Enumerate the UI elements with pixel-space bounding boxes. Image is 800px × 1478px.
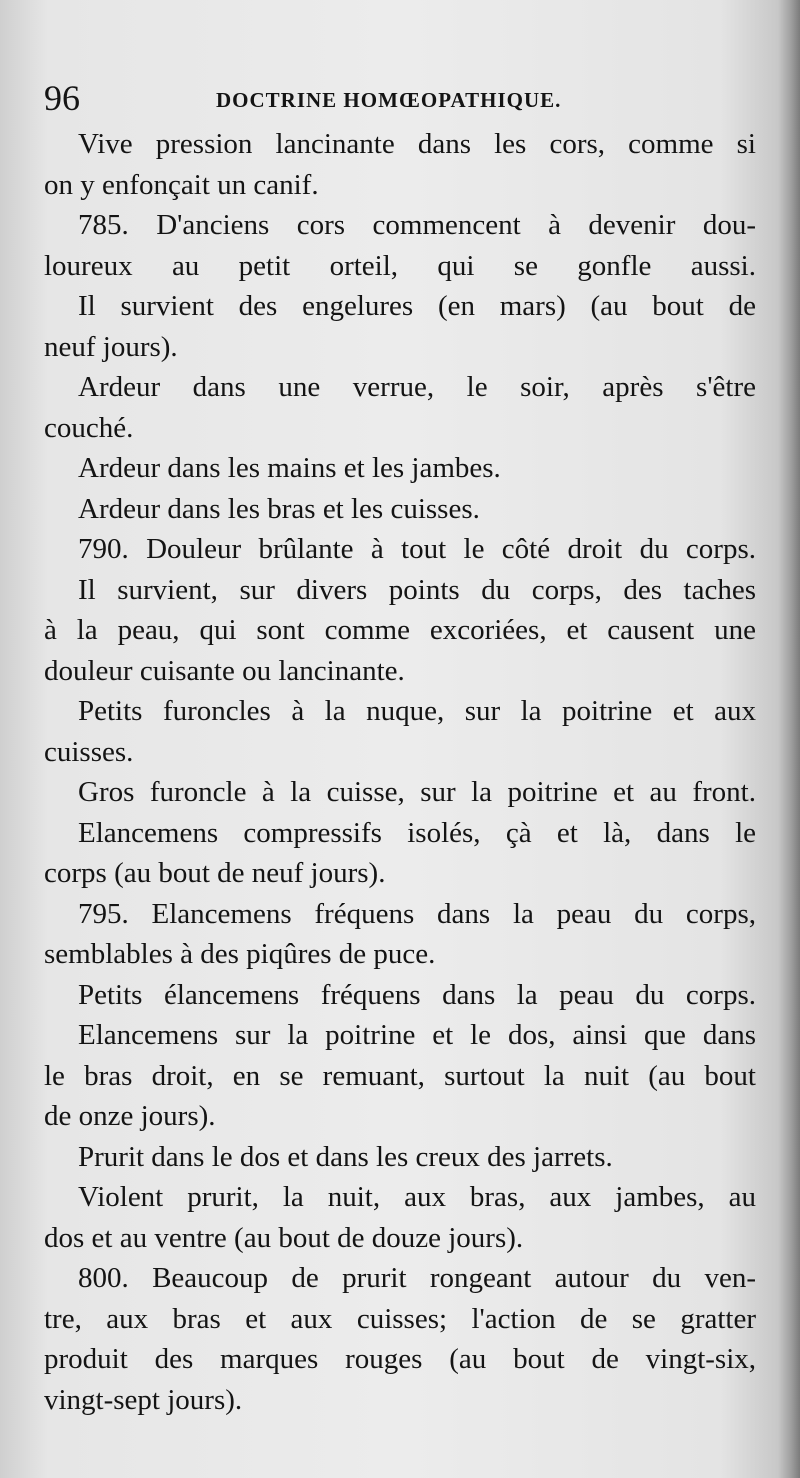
- text-line: le bras droit, en se remuant, surtout la nuit (au bout: [44, 1059, 756, 1092]
- text-line: 795. Elancemens fréquens dans la peau du corps,: [78, 897, 756, 930]
- body-text: [44, 124, 756, 1420]
- text-line: on y enfonçait un canif.: [44, 168, 319, 201]
- text-line: Petits élancemens fréquens dans la peau du corps.: [78, 978, 756, 1011]
- text-line: loureux au petit orteil, qui se gonfle aussi.: [44, 249, 756, 282]
- text-line: douleur cuisante ou lancinante.: [44, 654, 405, 687]
- text-line: produit des marques rouges (au bout de vingt-six,: [44, 1343, 756, 1375]
- text-line: Violent prurit, la nuit, aux bras, aux jambes, au: [78, 1181, 756, 1213]
- text-line: dos et au ventre (au bout de douze jours).: [44, 1221, 524, 1254]
- text-line: couché.: [44, 411, 134, 444]
- text-line: Vive pression lancinante dans les cors, comme si: [78, 128, 756, 160]
- text-line: de onze jours).: [44, 1100, 216, 1132]
- text-line: Ardeur dans les bras et les cuisses.: [78, 492, 480, 525]
- text-line: Elancemens sur la poitrine et le dos, ainsi que dans: [78, 1019, 756, 1051]
- text-line: Gros furoncle à la cuisse, sur la poitrine et au front.: [78, 776, 756, 808]
- text-line: Il survient des engelures (en mars) (au bout de: [78, 290, 756, 322]
- page-number: 96: [44, 78, 80, 118]
- text-line: corps (au bout de neuf jours).: [44, 857, 386, 889]
- text-line: Ardeur dans une verrue, le soir, après s'être: [78, 371, 756, 403]
- page-edge-shadow: [778, 0, 800, 1478]
- text-line: Ardeur dans les mains et les jambes.: [78, 452, 501, 484]
- text-line: Petits furoncles à la nuque, sur la poitrine et aux: [78, 695, 756, 727]
- text-line: à la peau, qui sont comme excoriées, et causent une: [44, 614, 756, 646]
- text-line: semblables à des piqûres de puce.: [44, 938, 436, 970]
- text-line: 790. Douleur brûlante à tout le côté droit du corps.: [78, 533, 756, 565]
- text-line: Elancemens compressifs isolés, çà et là, dans le: [78, 816, 756, 849]
- text-line: Prurit dans le dos et dans les creux des jarrets.: [78, 1140, 613, 1173]
- text-line: 785. D'anciens cors commencent à devenir dou-: [78, 209, 756, 241]
- text-line: tre, aux bras et aux cuisses; l'action de se gratter: [44, 1302, 756, 1335]
- text-line: cuisses.: [44, 735, 134, 768]
- text-line: Il survient, sur divers points du corps, des taches: [78, 573, 756, 606]
- page-header: [44, 78, 754, 128]
- text-line: vingt-sept jours).: [44, 1383, 243, 1416]
- running-head: DOCTRINE HOMŒOPATHIQUE.: [216, 88, 562, 112]
- text-line: neuf jours).: [44, 330, 178, 363]
- text-line: 800. Beaucoup de prurit rongeant autour du ven-: [78, 1262, 756, 1294]
